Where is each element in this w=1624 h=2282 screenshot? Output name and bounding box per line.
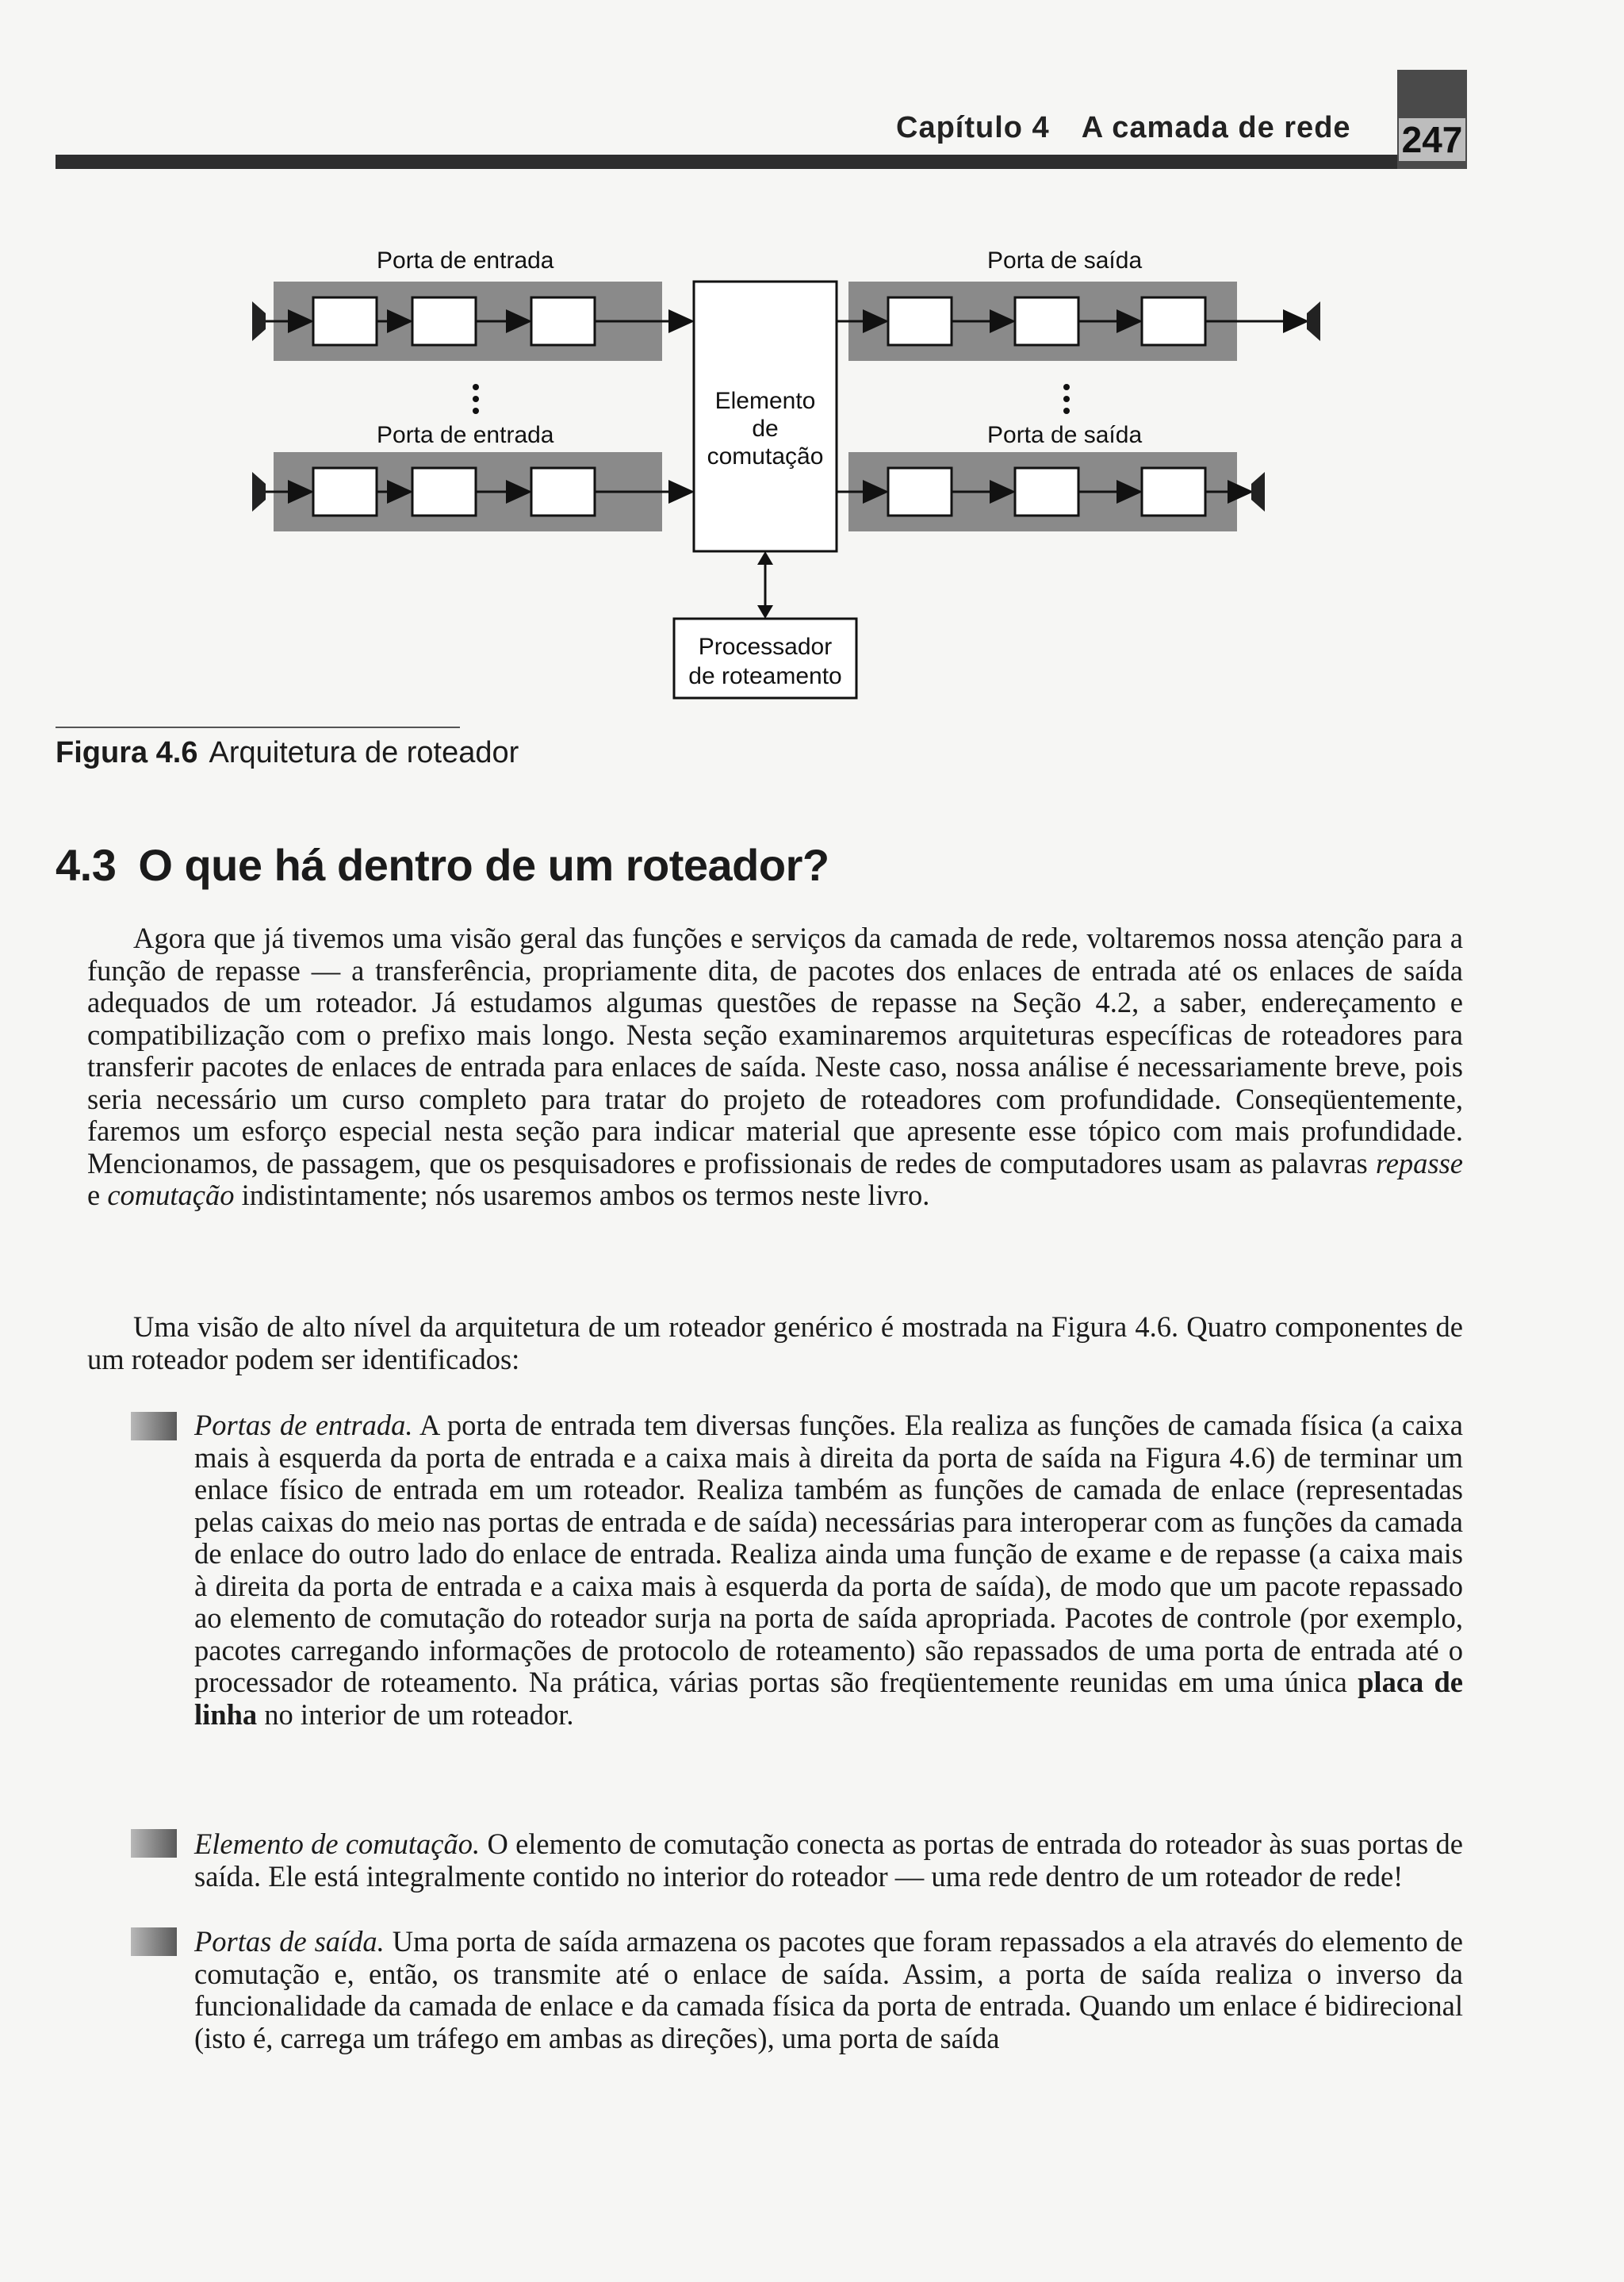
bullet-marker	[131, 1829, 177, 1858]
output-link-box	[1015, 468, 1078, 516]
router-architecture-diagram	[0, 0, 1624, 714]
term: comutação	[107, 1179, 235, 1211]
figure-caption-text: Arquitetura de roteador	[209, 736, 519, 769]
output-queue-box	[888, 297, 952, 345]
list-item: Elemento de comutação. O elemento de comutação conecta as portas de entrada do roteador às suas portas de saída. Ele está integralmente contido no interior do roteador — uma rede dentro de um roteador de rede!	[194, 1828, 1463, 1893]
input-port-label-bottom: Porta de entrada	[377, 422, 554, 448]
section-heading	[56, 839, 829, 891]
input-physical-box	[313, 297, 377, 345]
output-physical-box	[1142, 297, 1205, 345]
term: Portas de saída.	[194, 1925, 385, 1958]
bullet-marker	[131, 1412, 177, 1440]
output-link-box	[1015, 297, 1078, 345]
caption-rule	[56, 727, 460, 728]
routing-processor-label: de roteamento	[688, 663, 842, 689]
output-link-icon	[1251, 472, 1265, 512]
input-lookup-box	[531, 297, 595, 345]
input-link-icon	[252, 301, 266, 341]
figure-number: Figura 4.6	[56, 736, 198, 769]
list-item: Portas de saída. Uma porta de saída armazena os pacotes que foram repassados a ela através do elemento de comutação e, então, os transmite até o enlace de saída. Assim, a porta de saída realiza o inverso da funcionalidade da camada de enlace e da camada física da porta de entrada. Quando um enlace é bidirecional (isto é, carrega um tráfego em ambas as direções), uma porta de saída	[194, 1925, 1463, 2054]
output-queue-box	[888, 468, 952, 516]
switch-fabric-label: comutação	[707, 443, 824, 470]
list-item: Portas de entrada. A porta de entrada tem diversas funções. Ela realiza as funções de camada física (a caixa mais à esquerda da porta de entrada e a caixa mais à direita da porta de saída na Figura 4.6) de terminar um enlace físico de entrada em um roteador. Realiza também as funções de camada de enlace (representadas pelas caixas do meio nas portas de entrada e de saída) necessárias para interoperar com as funções da camada de enlace do outro lado do enlace de entrada. Realiza ainda uma função de exame e de repasse (a caixa mais à direita da porta de entrada e a caixa mais à esquerda da porta de saída), de modo que um pacote repassado ao elemento de comutação do roteador surja na porta de saída apropriada. Pacotes de controle (por exemplo, pacotes carregando informações de protocolo de roteamento) são repassados de uma porta de entrada até o processador de roteamento. Na prática, várias portas são freqüentemente reunidas em uma única placa de linha no interior de um roteador.	[194, 1409, 1463, 1731]
chapter-label: Capítulo 4	[896, 111, 1050, 144]
term: repasse	[1375, 1146, 1464, 1179]
switch-fabric-label: Elemento	[714, 388, 816, 414]
input-port-label-top: Porta de entrada	[377, 247, 554, 274]
bullet-marker	[131, 1927, 177, 1956]
term: Portas de entrada.	[194, 1409, 413, 1441]
output-port-label-bottom: Porta de saída	[987, 422, 1143, 448]
chapter-title: A camada de rede	[1081, 111, 1351, 144]
term: Elemento de comutação.	[194, 1828, 481, 1860]
input-lookup-box	[531, 468, 595, 516]
page-number: 247	[1397, 70, 1467, 169]
routing-processor-label: Processador	[698, 634, 833, 660]
paragraph: Uma visão de alto nível da arquitetura de um roteador genérico é mostrada na Figura 4.6. Quatro componentes de um roteador podem ser identificados:	[87, 1310, 1463, 1375]
bold-term: placa de linha	[194, 1666, 1463, 1731]
switch-fabric-label: de	[752, 416, 779, 442]
input-link-box	[412, 297, 476, 345]
figure-caption	[56, 736, 519, 770]
input-physical-box	[313, 468, 377, 516]
output-port-label-top: Porta de saída	[987, 247, 1143, 274]
section-number: 4.3	[56, 840, 117, 890]
input-link-box	[412, 468, 476, 516]
section-title: O que há dentro de um roteador?	[138, 840, 829, 890]
paragraph: Agora que já tivemos uma visão geral das funções e serviços da camada de rede, voltaremos nossa atenção para a função de repasse — a transferência, propriamente dita, de pacotes dos enlaces de entrada até os enlaces de saída adequados de um roteador. Já estudamos algumas questões de repasse na Seção 4.2, a saber, endereçamento e compatibilização com o prefixo mais longo. Nesta seção examinaremos arquiteturas específicas de roteadores para transferir pacotes de enlaces de entrada para enlaces de saída. Neste caso, nossa análise é necessariamente breve, pois seria necessário um curso completo para tratar do projeto de roteadores com profundidade. Conseqüentemente, faremos um esforço especial nesta seção para indicar material que apresente esse tópico com mais profundidade. Mencionamos, de passagem, que os pesquisadores e profissionais de redes de computadores usam as palavras repasse e comutação indistintamente; nós usaremos ambos os termos neste livro.	[87, 922, 1464, 1211]
output-physical-box	[1142, 468, 1205, 516]
input-link-icon	[252, 472, 266, 512]
output-link-icon	[1307, 301, 1320, 341]
